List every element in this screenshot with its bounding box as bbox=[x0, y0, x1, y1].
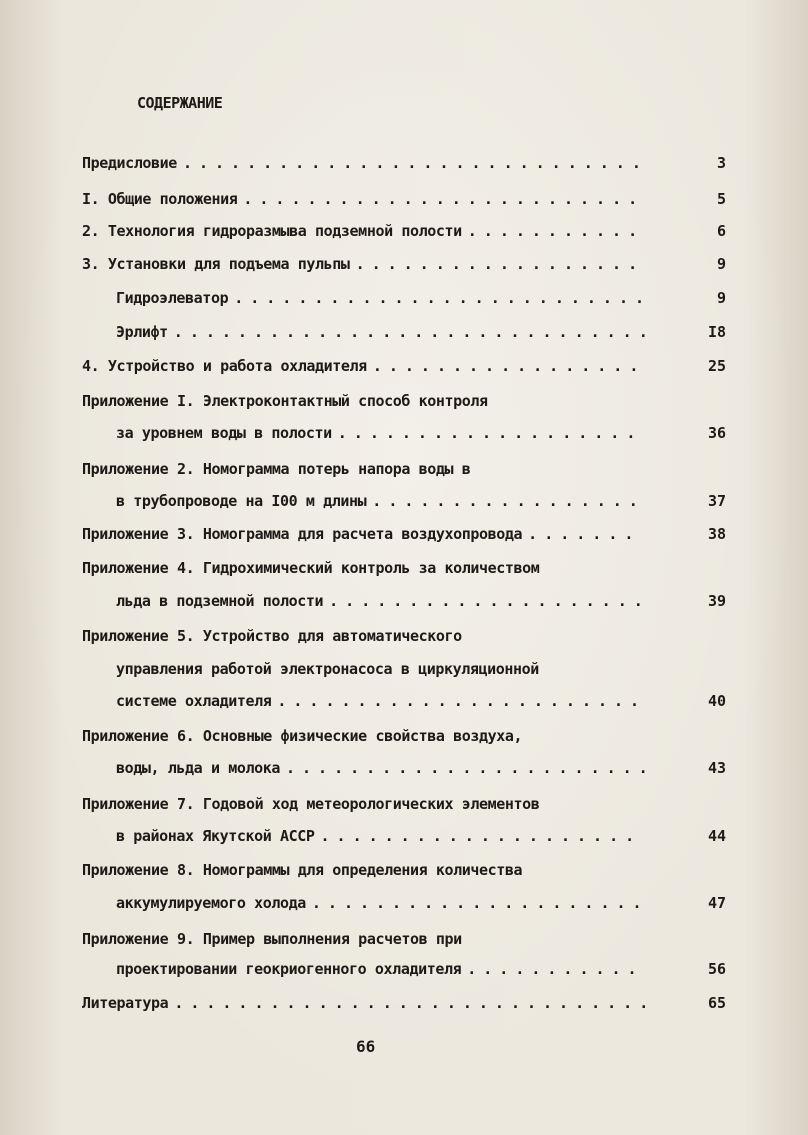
toc-entry-line bbox=[82, 153, 648, 173]
toc-entry-text: Приложение 7. Годовой ход метеорологических элементов bbox=[82, 795, 540, 813]
toc-page-number: I8 bbox=[707, 323, 726, 341]
toc-page-number: 3 bbox=[716, 154, 726, 172]
toc-entry-text: Приложение 2. Номограмма потерь напора воды в bbox=[82, 460, 471, 478]
toc-entry-text: Эрлифт bbox=[116, 323, 168, 341]
toc-entry-text: Приложение 3. Номограмма для расчета воздухопровода bbox=[82, 525, 523, 543]
toc-entry-line bbox=[116, 423, 642, 443]
dot-leader: ..................... bbox=[311, 894, 649, 912]
toc-entry-line bbox=[116, 659, 539, 679]
dot-leader: ....... bbox=[528, 525, 641, 543]
toc-entry-line bbox=[116, 959, 644, 979]
toc-page-number: 44 bbox=[707, 827, 726, 845]
dot-leader: ............................. bbox=[182, 154, 648, 172]
dot-leader: ................. bbox=[372, 357, 646, 375]
toc-entry-text: Приложение I. Электроконтактный способ контроля bbox=[82, 392, 488, 410]
toc-page-number: 47 bbox=[707, 894, 726, 912]
dot-leader: ....................... bbox=[277, 692, 647, 710]
toc-entry-line bbox=[116, 691, 646, 711]
toc-entry-line bbox=[116, 826, 641, 846]
toc-page-number: 25 bbox=[707, 357, 726, 375]
toc-page-number: 6 bbox=[716, 222, 726, 240]
toc-entry-line bbox=[82, 626, 462, 646]
toc-page-number: 9 bbox=[716, 255, 726, 273]
toc-entry-text: Предисловие bbox=[82, 154, 177, 172]
toc-entry-text: Гидроэлеватор bbox=[116, 289, 229, 307]
toc-page-number: 37 bbox=[707, 492, 726, 510]
toc-entry-text: в районах Якутской АССР bbox=[116, 827, 315, 845]
toc-page-number: 36 bbox=[707, 424, 726, 442]
toc-entry-text: проектировании геокриогенного охладителя bbox=[116, 960, 462, 978]
toc-page-number: 43 bbox=[707, 759, 726, 777]
toc-page-number: 40 bbox=[707, 692, 726, 710]
toc-entry-text: воды, льда и молока bbox=[116, 759, 280, 777]
toc-entry-text: управления работой электронасоса в циркуляционной bbox=[116, 660, 539, 678]
toc-entry-text: 4. Устройство и работа охладителя bbox=[82, 357, 367, 375]
toc-entry-text: Приложение 5. Устройство для автоматического bbox=[82, 627, 462, 645]
dot-leader: ........... bbox=[467, 960, 644, 978]
dot-leader: ................. bbox=[372, 492, 645, 510]
toc-entry-text: системе охладителя bbox=[116, 692, 272, 710]
toc-entry-line bbox=[82, 189, 644, 209]
dot-leader: .......................... bbox=[234, 289, 652, 307]
toc-entry-text: 2. Технология гидроразмыва подземной полости bbox=[82, 222, 462, 240]
toc-entry-text: I. Общие положения bbox=[82, 190, 238, 208]
toc-page-number: 38 bbox=[707, 525, 726, 543]
page-number: 66 bbox=[356, 1037, 376, 1056]
toc-page-number: 56 bbox=[707, 960, 726, 978]
toc-entry-text: в трубопроводе на I00 м длины bbox=[116, 492, 367, 510]
toc-entry-line bbox=[82, 221, 644, 241]
toc-page-number: 5 bbox=[716, 190, 726, 208]
toc-page-number: 9 bbox=[716, 289, 726, 307]
toc-entry-line bbox=[82, 558, 539, 578]
toc-entry-line bbox=[82, 524, 640, 544]
dot-leader: .................... bbox=[329, 592, 650, 610]
toc-entry-text: Приложение 6. Основные физические свойства воздуха, bbox=[82, 727, 523, 745]
toc-entry-line bbox=[82, 391, 488, 411]
toc-page-number: 39 bbox=[707, 592, 726, 610]
toc-entry-line bbox=[82, 254, 644, 274]
dot-leader: .................. bbox=[355, 255, 645, 273]
toc-entry-line bbox=[82, 794, 539, 814]
toc-entry-line bbox=[116, 322, 655, 342]
toc-entry-text: льда в подземной полости bbox=[116, 592, 324, 610]
toc-page-number: 65 bbox=[707, 994, 726, 1012]
toc-entry-text: аккумулируемого холода bbox=[116, 894, 306, 912]
toc-entry-text: 3. Установки для подъема пульпы bbox=[82, 255, 350, 273]
toc-entry-line bbox=[116, 288, 651, 308]
toc-entry-line bbox=[82, 929, 462, 949]
dot-leader: ........... bbox=[467, 222, 645, 240]
toc-entry-text: Литература bbox=[82, 994, 169, 1012]
toc-entry-text: за уровнем воды в полости bbox=[116, 424, 332, 442]
toc-entry-line bbox=[116, 491, 645, 511]
toc-entry-line bbox=[116, 893, 649, 913]
toc-entry-text: Приложение 9. Пример выполнения расчетов при bbox=[82, 930, 462, 948]
toc-entry-line bbox=[82, 993, 655, 1013]
toc-entry-text: Приложение 8. Номограммы для определения количества bbox=[82, 861, 523, 879]
toc-entry-line bbox=[116, 758, 655, 778]
dot-leader: ......................... bbox=[243, 190, 645, 208]
toc-entry-line bbox=[82, 459, 470, 479]
dot-leader: .............................. bbox=[173, 323, 655, 341]
dot-leader: ................... bbox=[337, 424, 643, 442]
toc-entry-text: Приложение 4. Гидрохимический контроль за количеством bbox=[82, 559, 540, 577]
dot-leader: .............................. bbox=[174, 994, 656, 1012]
page-title: СОДЕРЖАНИЕ bbox=[137, 94, 223, 112]
toc-entry-line bbox=[116, 591, 650, 611]
dot-leader: .................... bbox=[320, 827, 642, 845]
toc-entry-line bbox=[82, 860, 522, 880]
toc-entry-line bbox=[82, 726, 522, 746]
toc-entry-line bbox=[82, 356, 645, 376]
dot-leader: ....................... bbox=[286, 759, 655, 777]
